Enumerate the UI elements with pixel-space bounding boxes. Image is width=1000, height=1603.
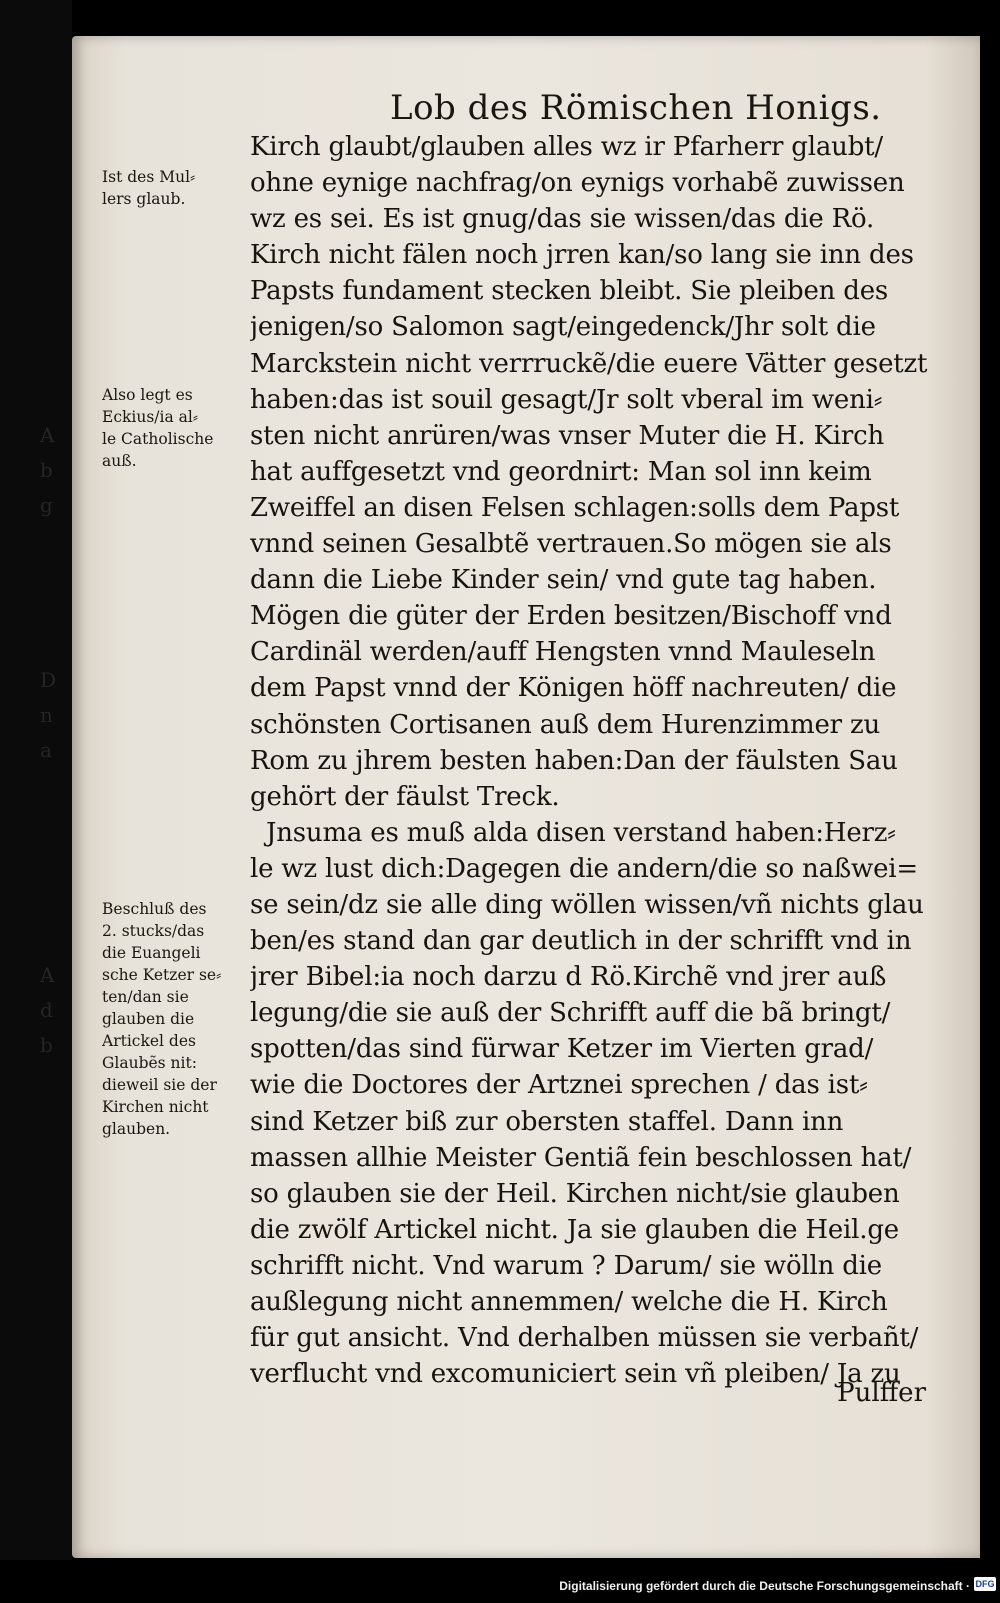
bleed-mark: b <box>40 458 53 482</box>
bleed-mark: d <box>40 998 53 1022</box>
bleed-mark: A <box>40 423 55 447</box>
margin-note-line: Also legt es <box>102 386 193 404</box>
margin-note-line: 2. stucks/das <box>102 922 205 940</box>
margin-note-line: glauben. <box>102 1120 171 1138</box>
margin-note-line: Artickel des <box>102 1032 196 1050</box>
text-line: haben:das ist souil gesagt/Jr solt vberal im weni⸗ <box>250 384 883 415</box>
margin-note-line: Glaubẽs nit: <box>102 1054 197 1072</box>
text-line: Cardinäl werden/auff Hengsten vnnd Mauleseln <box>250 637 876 668</box>
text-line: sten nicht anrüren/was vnser Muter die H. Kirch <box>250 420 885 451</box>
bleed-mark: g <box>40 493 53 517</box>
book-page <box>72 36 980 1558</box>
text-line: für gut ansicht. Vnd derhalben müssen sie verbañt/ <box>250 1323 919 1354</box>
margin-note-1 <box>102 166 247 210</box>
main-text-block <box>250 129 940 1392</box>
text-line: jrer Bibel:ia noch darzu d Rö.Kirchẽ vnd jrer auß <box>250 962 887 993</box>
dfg-logo-icon: DFG <box>975 1579 995 1589</box>
margin-note-line: Ist des Mul⸗ <box>102 168 196 186</box>
bleed-mark: n <box>40 703 53 727</box>
text-line: wz es sei. Es ist gnug/das sie wissen/das die Rö. <box>250 204 875 235</box>
text-line: jenigen/so Salomon sagt/eingedenck/Jhr solt die <box>250 312 876 343</box>
text-line: vnnd seinen Gesalbtẽ vertrauen.So mögen sie als <box>250 529 892 560</box>
text-line: spotten/das sind fürwar Ketzer im Vierten grad/ <box>250 1034 874 1065</box>
text-line: Jnsuma es muß alda disen verstand haben:Herz⸗ <box>266 817 896 848</box>
bleed-mark: b <box>40 1033 53 1057</box>
text-line: wie die Doctores der Artznei sprechen / das ist⸗ <box>250 1070 868 1101</box>
text-line: gehört der fäulst Treck. <box>250 781 560 812</box>
text-line: verflucht vnd excomuniciert sein vñ pleiben/ Ja zu <box>250 1359 901 1390</box>
funding-credit: Digitalisierung gefördert durch die Deutsche Forschungsgemeinschaft · <box>559 1579 970 1593</box>
text-line: hat auffgesetzt vnd geordnirt: Man sol inn keim <box>250 456 872 487</box>
margin-note-2 <box>102 384 247 472</box>
catchword: Pulffer <box>837 1378 926 1408</box>
text-line: ben/es stand dan gar deutlich in der schrifft vnd in <box>250 926 912 957</box>
margin-note-line: glauben die <box>102 1010 195 1028</box>
running-header: Lob des Römischen Honigs. <box>390 88 882 128</box>
bleed-mark: D <box>40 668 57 692</box>
margin-note-line: le Catholische <box>102 430 214 448</box>
margin-note-line: Kirchen nicht <box>102 1098 209 1116</box>
text-line: die zwölf Artickel nicht. Ja sie glauben die Heil.ge <box>250 1214 899 1245</box>
left-page-edge <box>0 0 72 1560</box>
text-line: le wz lust dich:Dagegen die andern/die so naßwei= <box>250 853 918 884</box>
text-line: sind Ketzer biß zur obersten staffel. Dann inn <box>250 1106 844 1137</box>
text-line: dann die Liebe Kinder sein/ vnd gute tag haben. <box>250 565 877 596</box>
text-line: außlegung nicht annemmen/ welche die H. Kirch <box>250 1287 888 1317</box>
bleed-through-marks <box>40 0 70 1560</box>
margin-note-line: lers glaub. <box>102 190 186 208</box>
margin-note-line: ten/dan sie <box>102 988 189 1006</box>
margin-note-line: Eckius/ia al⸗ <box>102 408 198 426</box>
text-line: schönsten Cortisanen auß dem Hurenzimmer zu <box>250 709 881 740</box>
text-line: Kirch nicht fälen noch jrren kan/so lang sie inn des <box>250 240 914 271</box>
text-line: Zweiffel an disen Felsen schlagen:solls dem Papst <box>250 492 900 523</box>
text-line: Marckstein nicht verrruckẽ/die euere Vätter gesetzt <box>250 348 928 379</box>
text-line: legung/die sie auß der Schrifft auff die bã bringt/ <box>250 998 891 1029</box>
text-line: dem Papst vnnd der Königen höff nachreuten/ die <box>250 673 897 704</box>
text-line: so glauben sie der Heil. Kirchen nicht/sie glauben <box>250 1178 900 1209</box>
bleed-mark: a <box>40 738 52 762</box>
margin-note-3 <box>102 898 247 1140</box>
text-line: ohne eynige nachfrag/on eynigs vorhabẽ zuwissen <box>250 168 905 199</box>
text-line: Papsts fundament stecken bleibt. Sie pleiben des <box>250 276 889 307</box>
margin-note-line: die Euangeli <box>102 944 201 962</box>
text-line: Kirch glaubt/glauben alles wz ir Pfarherr glaubt/ <box>250 132 883 162</box>
margin-note-line: sche Ketzer se⸗ <box>102 966 222 984</box>
bleed-mark: A <box>40 963 55 987</box>
margin-note-line: dieweil sie der <box>102 1076 217 1094</box>
text-line: Rom zu jhrem besten haben:Dan der fäulsten Sau <box>250 745 898 776</box>
text-line: massen allhie Meister Gentiã fein beschlossen hat/ <box>250 1142 912 1173</box>
text-line: schrifft nicht. Vnd warum ? Darum/ sie wölln die <box>250 1250 882 1281</box>
text-line: se sein/dz sie alle ding wöllen wissen/vñ nichts glau <box>250 889 924 920</box>
margin-note-line: auß. <box>102 452 137 470</box>
margin-note-line: Beschluß des <box>102 900 207 918</box>
text-line: Mögen die güter der Erden besitzen/Bischoff vnd <box>250 601 892 632</box>
